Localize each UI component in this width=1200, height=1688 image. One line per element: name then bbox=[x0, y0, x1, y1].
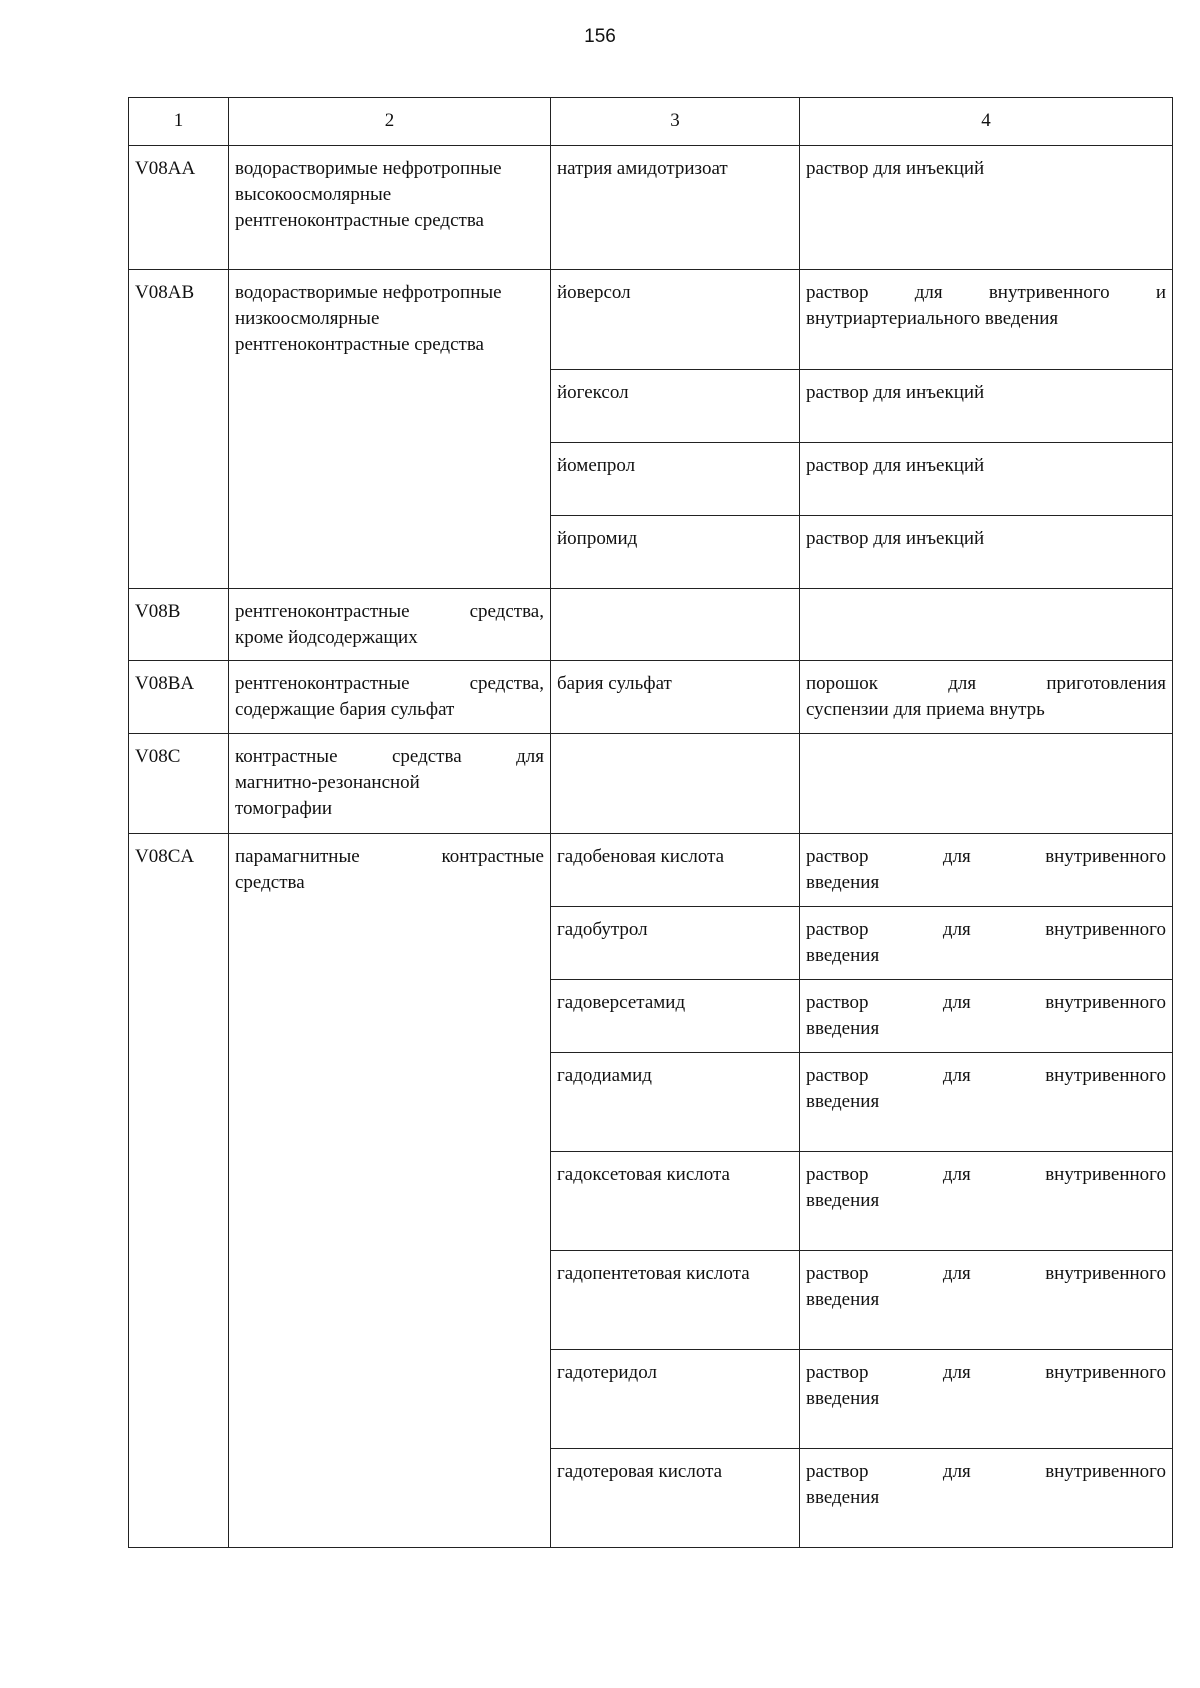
dosage-form-line: внутриартериального введения bbox=[806, 308, 1059, 329]
dosage-form-line: введения bbox=[806, 1190, 880, 1211]
group-name bbox=[229, 661, 551, 734]
table-row bbox=[129, 270, 1173, 370]
atc-code: V08CA bbox=[129, 834, 229, 1548]
atc-code: V08B bbox=[129, 589, 229, 661]
dosage-form-line: введения bbox=[806, 1018, 880, 1039]
dosage-form bbox=[800, 661, 1173, 734]
dosage-form: раствор для инъекций bbox=[800, 370, 1173, 443]
group-name: водорастворимые нефротропные низкоосмолярные рентгеноконтрастные средства bbox=[229, 270, 551, 589]
group-name-line: рентгеноконтрастные средства, bbox=[235, 601, 544, 622]
atc-code: V08C bbox=[129, 734, 229, 834]
atc-code: V08BA bbox=[129, 661, 229, 734]
drug-name: йогексол bbox=[551, 370, 800, 443]
drug-name: гадоверсетамид bbox=[551, 980, 800, 1053]
group-name bbox=[229, 734, 551, 834]
column-header-1: 1 bbox=[129, 98, 229, 146]
dosage-form-line: раствор для внутривенного bbox=[806, 1263, 1166, 1284]
column-header-2: 2 bbox=[229, 98, 551, 146]
dosage-form-line: порошок для приготовления bbox=[806, 673, 1166, 694]
atc-code: V08AB bbox=[129, 270, 229, 589]
column-header-3: 3 bbox=[551, 98, 800, 146]
group-name-line: содержащие бария сульфат bbox=[235, 699, 455, 720]
drug-table bbox=[128, 97, 1173, 1548]
dosage-form-line: раствор для внутривенного bbox=[806, 992, 1166, 1013]
atc-code: V08AA bbox=[129, 146, 229, 270]
dosage-form-line: введения bbox=[806, 1487, 880, 1508]
drug-name: йомепрол bbox=[551, 443, 800, 516]
group-name-line: магнитно-резонансной томографии bbox=[235, 772, 420, 819]
drug-name: гадоксетовая кислота bbox=[551, 1152, 800, 1251]
drug-name: гадотеровая кислота bbox=[551, 1449, 800, 1548]
drug-name: гадобутрол bbox=[551, 907, 800, 980]
dosage-form-line: раствор для внутривенного bbox=[806, 1164, 1166, 1185]
drug-name: йопромид bbox=[551, 516, 800, 589]
dosage-form-line: введения bbox=[806, 945, 880, 966]
drug-name: гадопентетовая кислота bbox=[551, 1251, 800, 1350]
drug-name bbox=[551, 589, 800, 661]
dosage-form bbox=[800, 589, 1173, 661]
dosage-form: раствор для инъекций bbox=[800, 443, 1173, 516]
group-name-line: средства bbox=[235, 872, 305, 893]
dosage-form-line: раствор для внутривенного bbox=[806, 919, 1166, 940]
dosage-form bbox=[800, 270, 1173, 370]
dosage-form: раствор для инъекций bbox=[800, 146, 1173, 270]
drug-name: йоверсол bbox=[551, 270, 800, 370]
dosage-form-line: раствор для внутривенного и bbox=[806, 282, 1166, 303]
drug-name: бария сульфат bbox=[551, 661, 800, 734]
dosage-form bbox=[800, 1350, 1173, 1449]
dosage-form-line: раствор для внутривенного bbox=[806, 1461, 1166, 1482]
dosage-form bbox=[800, 907, 1173, 980]
group-name bbox=[229, 589, 551, 661]
drug-name: гадодиамид bbox=[551, 1053, 800, 1152]
dosage-form bbox=[800, 734, 1173, 834]
group-name-line: контрастные средства для bbox=[235, 746, 544, 767]
table-row bbox=[129, 589, 1173, 661]
drug-name: гадотеридол bbox=[551, 1350, 800, 1449]
dosage-form-line: введения bbox=[806, 1388, 880, 1409]
table-row bbox=[129, 734, 1173, 834]
group-name-line: рентгеноконтрастные средства, bbox=[235, 673, 544, 694]
page-number: 156 bbox=[584, 26, 616, 47]
table-row bbox=[129, 661, 1173, 734]
dosage-form-line: введения bbox=[806, 1289, 880, 1310]
column-header-4: 4 bbox=[800, 98, 1173, 146]
dosage-form bbox=[800, 1251, 1173, 1350]
dosage-form-line: раствор для внутривенного bbox=[806, 846, 1166, 867]
drug-name: гадобеновая кислота bbox=[551, 834, 800, 907]
table-row bbox=[129, 146, 1173, 270]
dosage-form-line: раствор для внутривенного bbox=[806, 1362, 1166, 1383]
dosage-form bbox=[800, 1152, 1173, 1251]
table-row bbox=[129, 834, 1173, 907]
drug-name bbox=[551, 734, 800, 834]
dosage-form-line: раствор для внутривенного bbox=[806, 1065, 1166, 1086]
header-row bbox=[129, 98, 1173, 146]
dosage-form bbox=[800, 834, 1173, 907]
dosage-form-line: введения bbox=[806, 1091, 880, 1112]
drug-name: натрия амидотризоат bbox=[551, 146, 800, 270]
dosage-form-line: суспензии для приема внутрь bbox=[806, 699, 1045, 720]
dosage-form bbox=[800, 1053, 1173, 1152]
group-name: водорастворимые нефротропные высокоосмолярные рентгеноконтрастные средства bbox=[229, 146, 551, 270]
group-name-line: парамагнитные контрастные bbox=[235, 846, 544, 867]
dosage-form: раствор для инъекций bbox=[800, 516, 1173, 589]
group-name-line: кроме йодсодержащих bbox=[235, 627, 418, 648]
dosage-form bbox=[800, 1449, 1173, 1548]
dosage-form-line: введения bbox=[806, 872, 880, 893]
group-name bbox=[229, 834, 551, 1548]
dosage-form bbox=[800, 980, 1173, 1053]
